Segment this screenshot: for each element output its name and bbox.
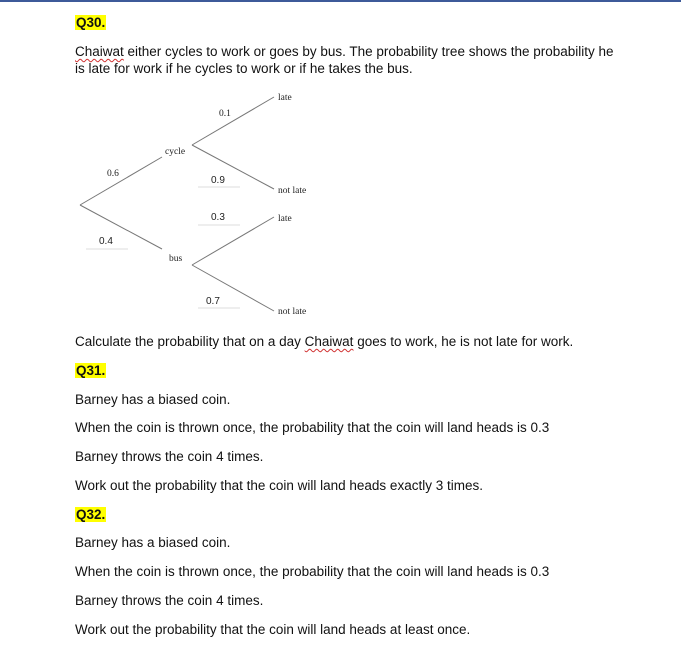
q31-line: Work out the probability that the coin will land heads exactly 3 times. <box>75 478 483 493</box>
q30-name-spellcheck: Chaiwat <box>75 44 124 59</box>
branch-cycle <box>80 157 162 205</box>
q32-line: Work out the probability that the coin will land heads at least once. <box>75 622 471 637</box>
q31-line: When the coin is thrown once, the probability that the coin will land heads is 0.3 <box>75 420 550 435</box>
prob-cycle: 0.6 <box>107 169 119 179</box>
q30-question-part2: goes to work, he is not late for work. <box>353 334 574 349</box>
q30-question <box>75 333 573 350</box>
q32-line: Barney has a biased coin. <box>75 535 231 550</box>
q30-label: Q30. <box>76 15 106 30</box>
branch-cycle-late <box>192 97 274 145</box>
prob-cycle-notlate: 0.9 <box>211 175 225 186</box>
q32-line: When the coin is thrown once, the probability that the coin will land heads is 0.3 <box>75 564 550 579</box>
label-bus-notlate: not late <box>278 307 307 317</box>
q32-label: Q32. <box>76 507 106 522</box>
q32-heading <box>75 506 106 523</box>
q30-intro-line1-text: either cycles to work or goes by bus. The probability tree shows the probability he <box>123 44 614 59</box>
prob-bus: 0.4 <box>99 236 113 247</box>
q31-heading <box>75 362 106 379</box>
q30-question-part1: Calculate the probability that on a day <box>75 334 305 349</box>
q31-line: Barney throws the coin 4 times. <box>75 449 264 464</box>
q31-line: Barney has a biased coin. <box>75 392 231 407</box>
label-bus-late: late <box>278 214 292 224</box>
q31-label: Q31. <box>76 363 106 378</box>
prob-bus-late: 0.3 <box>211 212 225 223</box>
label-cycle-late: late <box>278 93 292 103</box>
branch-bus-late <box>192 217 274 265</box>
branch-bus <box>80 205 162 249</box>
branch-cycle-notlate <box>192 145 274 189</box>
label-bus: bus <box>169 254 183 264</box>
label-cycle: cycle <box>165 147 186 157</box>
prob-cycle-late: 0.1 <box>219 109 231 119</box>
label-cycle-notlate: not late <box>278 186 307 196</box>
prob-bus-notlate: 0.7 <box>206 296 220 307</box>
q30-intro-line2: is late for work if he cycles to work or if he takes the bus. <box>75 61 413 76</box>
q30-question-name-spellcheck: Chaiwat <box>304 334 354 349</box>
branch-bus-notlate <box>192 265 274 311</box>
q32-line: Barney throws the coin 4 times. <box>75 593 264 608</box>
